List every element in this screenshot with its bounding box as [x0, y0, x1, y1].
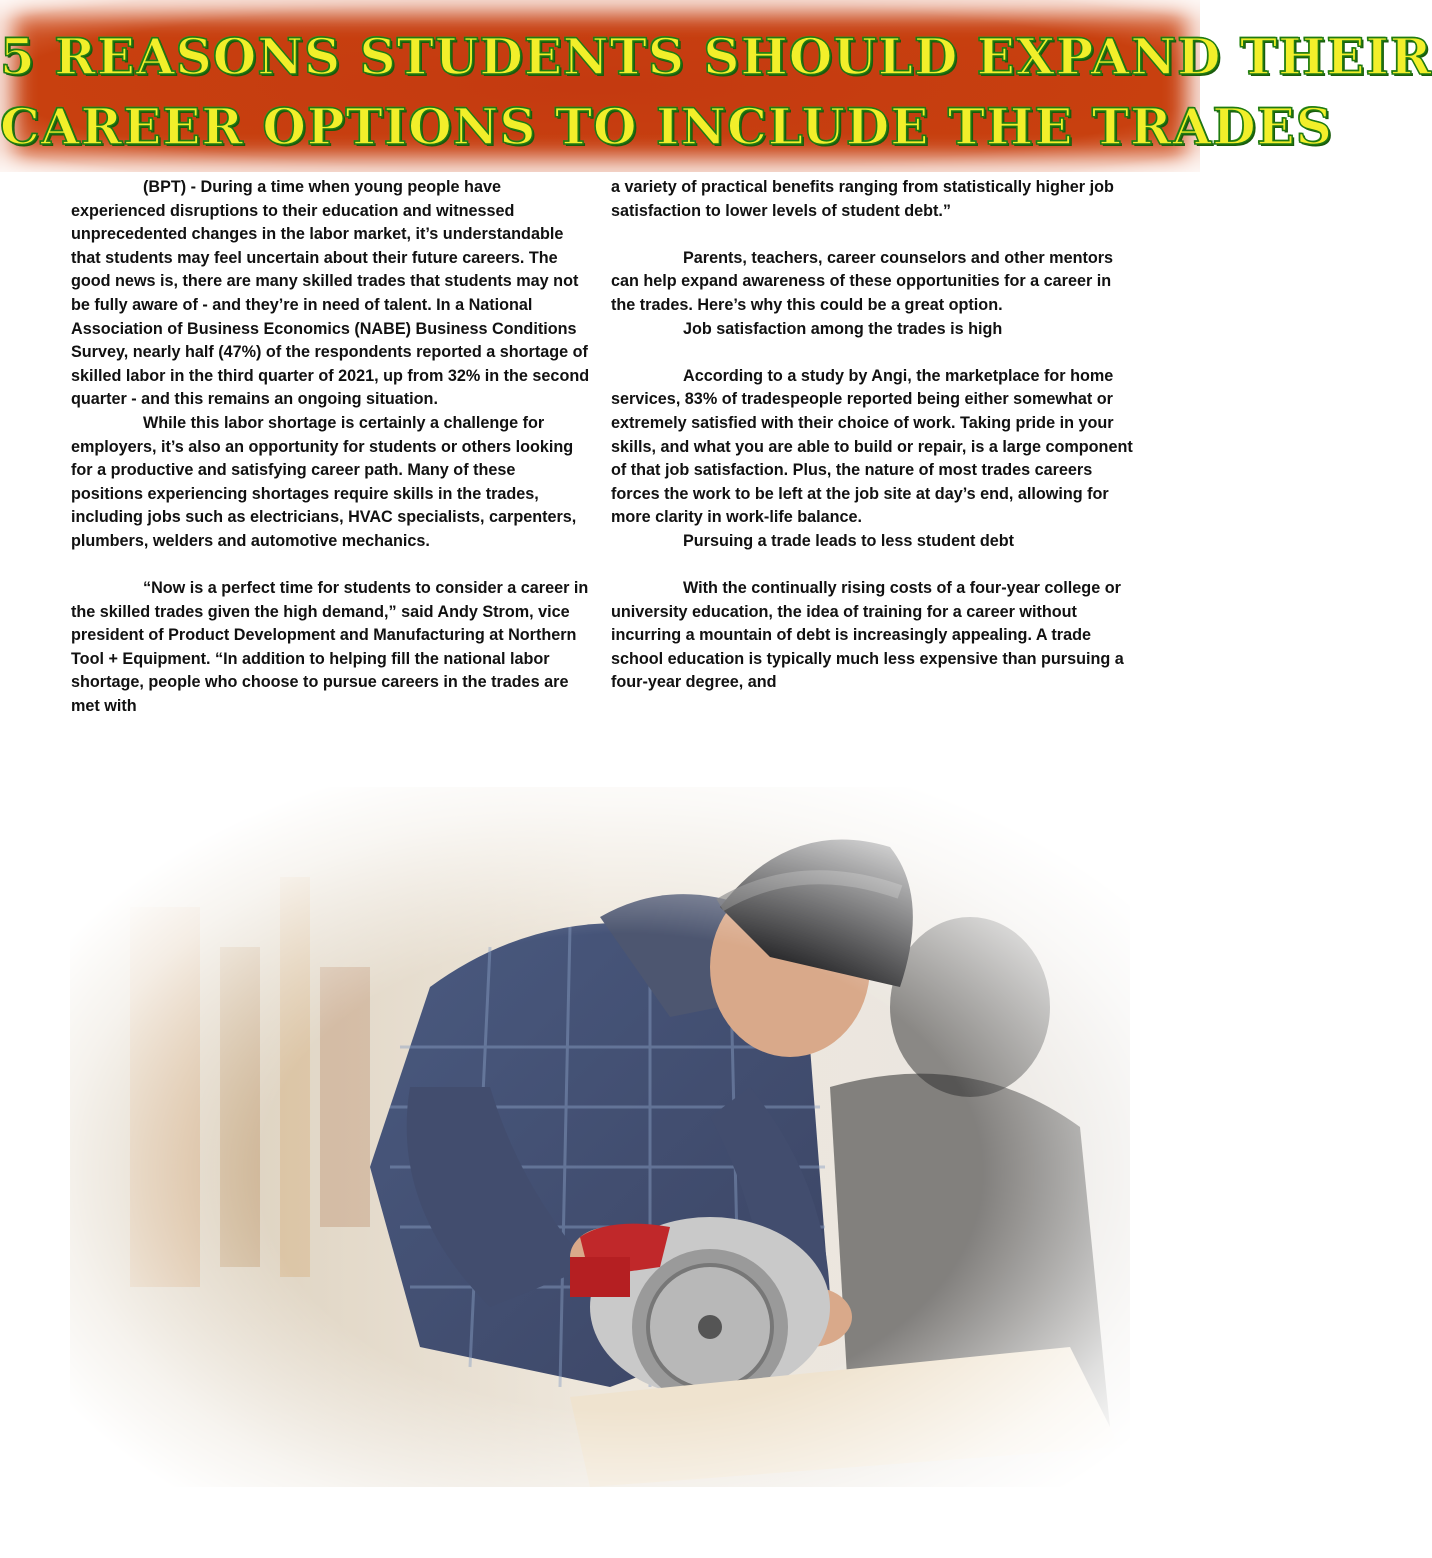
paragraph-job-satisfaction: According to a study by Angi, the marketplace for home services, 83% of tradespeople reported being either somewhat or extremely satisfied with their choice of work. Taking pride in your skills, and what you are able to build or repair, is a large component of that job satisfaction. Plus, the nature of most trades careers forces the work to be left at the job site at day’s end, allowing for more clarity in work-life balance. — [611, 366, 1133, 527]
subheading-job-satisfaction: Job satisfaction among the trades is high — [683, 319, 1003, 338]
photo-worker-circular-saw — [70, 787, 1130, 1487]
paragraph-student-debt: With the continually rising costs of a four-year college or university education, the idea of training for a career without incurring a mountain of debt is increasingly appealing. A trade school education is typically much less expensive than pursuing a four-year degree, and — [611, 579, 1124, 692]
paragraph-intro: (BPT) - During a time when young people have experienced disruptions to their education and witnessed unprecedented changes in the labor market, it’s understandable that students may feel uncertain about their future careers. The good news is, there are many skilled trades that students may not be fully aware of - and they’re in need of talent. In a National Association of Business Economics (NABE) Business Conditions Survey, nearly half (47%) of the respondents reported a shortage of skilled labor in the third quarter of 2021, up from 32% in the second quarter - and this remains an ongoing situation. — [71, 178, 590, 409]
article-column-right — [611, 176, 1133, 695]
paragraph-mentors: Parents, teachers, career counselors and other mentors can help expand awareness of these opportunities for a career in the trades. Here’s why this could be a great option. — [611, 248, 1114, 314]
subheading-student-debt: Pursuing a trade leads to less student debt — [683, 531, 1015, 550]
paragraph-quote-continued: a variety of practical benefits ranging from statistically higher job satisfaction to lower levels of student debt.” — [611, 178, 1114, 220]
title-line-2: CAREER OPTIONS TO INCLUDE THE TRADES — [0, 97, 1333, 156]
page-title — [0, 22, 1432, 162]
title-banner — [0, 0, 1432, 172]
paragraph-quote: “Now is a perfect time for students to consider a career in the skilled trades given the high demand,” said Andy Strom, vice president of Product Development and Manufacturing at Northern Tool + Equipment. “In addition to helping fill the national labor shortage, people who choose to pursue careers in the trades are met with — [71, 579, 589, 716]
article-column-left — [71, 176, 591, 719]
paragraph-labor-shortage: While this labor shortage is certainly a challenge for employers, it’s also an opportunity for students or others looking for a productive and satisfying career path. Many of these positions experiencing shortages require skills in the trades, including jobs such as electricians, HVAC specialists, carpenters, plumbers, welders and automotive mechanics. — [71, 413, 577, 550]
title-line-1: 5 REASONS STUDENTS SHOULD EXPAND THEIR — [0, 27, 1432, 86]
